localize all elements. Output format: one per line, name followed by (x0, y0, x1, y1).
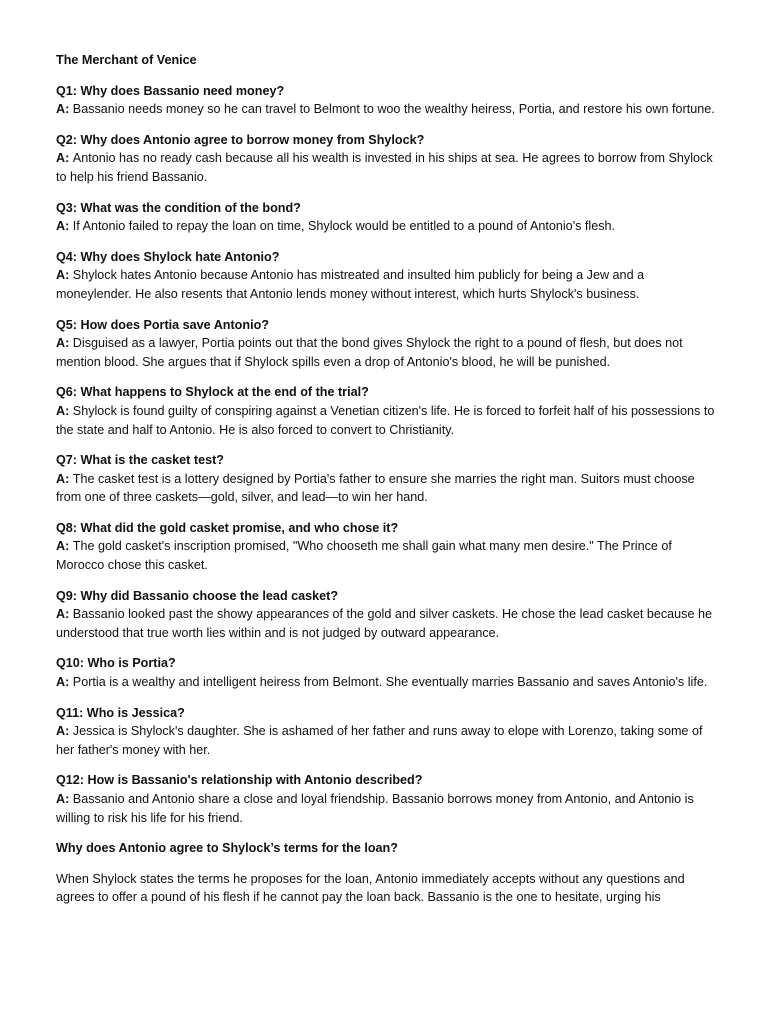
answer-text: Shylock hates Antonio because Antonio has mistreated and insulted him publicly for being a Jew and a moneylender. He also resents that Antonio lends money without interest, which hurts Shylock's business. (56, 268, 645, 301)
answer-label: A: (56, 336, 73, 351)
qa-item-5 (56, 316, 716, 372)
answer-text: Portia is a wealthy and intelligent heiress from Belmont. She eventually marries Bassanio and saves Antonio's life. (72, 675, 708, 690)
question-text: Q1: Why does Bassanio need money? (56, 83, 285, 98)
answer-text: The casket test is a lottery designed by Portia's father to ensure she marries the right man. Suitors must choose from one of three caskets—gold, silver, and lead—to win her hand. (56, 471, 695, 505)
question-text: Q8: What did the gold casket promise, and who chose it? (56, 520, 399, 535)
answer-label: A: (56, 471, 73, 486)
answer-text: Antonio has no ready cash because all his wealth is invested in his ships at sea. He agrees to borrow from Shylock to help his friend Bassanio. (56, 151, 713, 184)
answer-text: Shylock is found guilty of conspiring against a Venetian citizen's life. He is forced to forfeit half of his possessions to the state and half to Antonio. He is also forced to convert to Christianity. (56, 403, 715, 437)
qa-item-6 (56, 383, 716, 439)
answer-text: The gold casket's inscription promised, "Who chooseth me shall gain what many men desire." The Prince of Morocco chose this casket. (56, 539, 672, 573)
question-text: Q5: How does Portia save Antonio? (56, 317, 269, 332)
answer-label: A: (56, 724, 73, 739)
qa-item-7 (56, 451, 716, 507)
answer-label: A: (56, 539, 73, 554)
qa-item-9 (56, 587, 716, 643)
question-text: Q7: What is the casket test? (56, 453, 224, 468)
document-title: The Merchant of Venice (56, 53, 197, 67)
section-paragraph: When Shylock states the terms he proposes for the loan, Antonio immediately accepts without any questions and agrees to offer a pound of his flesh if he cannot pay the loan back. Bassanio is the one to hesitate, urging his (56, 871, 685, 905)
question-text: Q11: Who is Jessica? (56, 705, 185, 720)
document-page (56, 51, 716, 907)
qa-item-8 (56, 519, 716, 575)
section-heading: Why does Antonio agree to Shylock’s terms for the loan? (56, 841, 398, 856)
question-text: Q10: Who is Portia? (56, 656, 176, 671)
question-text: Q12: How is Bassanio's relationship with Antonio described? (56, 773, 423, 788)
answer-label: A: (56, 268, 73, 283)
question-text: Q3: What was the condition of the bond? (56, 200, 301, 215)
qa-item-11 (56, 704, 716, 760)
answer-label: A: (56, 151, 73, 166)
question-text: Q4: Why does Shylock hate Antonio? (56, 249, 280, 264)
answer-label: A: (56, 607, 73, 622)
answer-label: A: (56, 403, 73, 418)
answer-text: Disguised as a lawyer, Portia points out that the bond gives Shylock the right to a pound of flesh, but does not mention blood. She argues that if Shylock spills even a drop of Antonio's blood, he will be punished. (56, 336, 683, 369)
qa-item-10 (56, 654, 716, 691)
answer-label: A: (56, 675, 73, 690)
question-text: Q6: What happens to Shylock at the end of the trial? (56, 385, 369, 400)
qa-item-2 (56, 131, 716, 187)
qa-item-1 (56, 82, 716, 119)
question-text: Q2: Why does Antonio agree to borrow money from Shylock? (56, 132, 425, 147)
answer-text: Jessica is Shylock's daughter. She is ashamed of her father and runs away to elope with Lorenzo, taking some of her father's money with her. (56, 724, 703, 757)
answer-text: If Antonio failed to repay the loan on time, Shylock would be entitled to a pound of Antonio's flesh. (72, 219, 615, 234)
qa-item-4 (56, 248, 716, 304)
answer-label: A: (56, 219, 73, 234)
answer-label: A: (56, 792, 73, 806)
answer-text: Bassanio and Antonio share a close and loyal friendship. Bassanio borrows money from Antonio, and Antonio is willing to risk his life for his friend. (56, 792, 694, 825)
qa-item-3 (56, 199, 716, 236)
answer-label: A: (56, 102, 73, 117)
question-text: Q9: Why did Bassanio choose the lead casket? (56, 588, 339, 603)
answer-text: Bassanio needs money so he can travel to Belmont to woo the wealthy heiress, Portia, and restore his own fortune. (72, 102, 715, 117)
answer-text: Bassanio looked past the showy appearances of the gold and silver caskets. He chose the lead casket because he understood that true worth lies within and is not judged by outward appearance. (56, 607, 712, 640)
qa-item-12 (56, 771, 716, 827)
